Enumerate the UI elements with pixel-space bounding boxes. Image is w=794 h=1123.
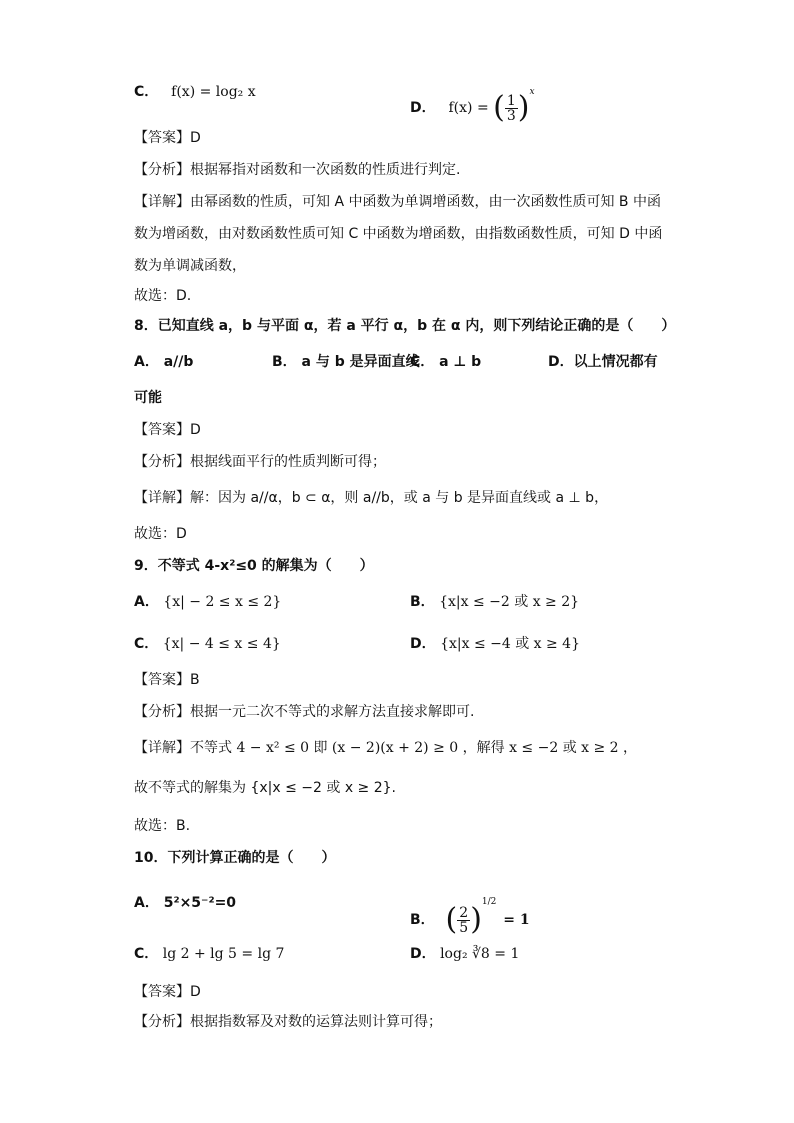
q10-option-b: B． ( $\frac{2}{5}$ )$^{1/2}$ = 1: [410, 897, 530, 937]
q8-option-d-cont: 可能: [134, 390, 162, 406]
q9-detail-line-2: 故不等式的解集为 {x|x ≤ −2 或 x ≥ 2}.: [134, 780, 396, 796]
q7-option-d-pre: f(x) =: [448, 100, 494, 116]
q10-option-a: A． 5²×5⁻²=0: [134, 895, 237, 911]
q7-option-d-fraction: $\frac{1}{3}$: [506, 92, 516, 124]
q8-choice: 故选：D: [134, 526, 187, 542]
q10-answer: 【答案】D: [134, 984, 201, 1000]
q9-option-a: A． {x| − 2 ≤ x ≤ 2}: [134, 594, 282, 610]
q8-stem: 8．已知直线 a，b 与平面 α，若 a 平行 α，b 在 α 内，则下列结论正确的是（ ）: [134, 318, 676, 334]
q9-option-c: C． {x| − 4 ≤ x ≤ 4}: [134, 636, 281, 652]
q7-detail-line-3: 数为单调减函数，: [134, 258, 246, 274]
q7-analysis: 【分析】根据幂指对函数和一次函数的性质进行判定.: [134, 162, 461, 178]
q7-option-c: [134, 82, 256, 102]
q10-analysis: 【分析】根据指数幂及对数的运算法则计算可得；: [134, 1014, 442, 1030]
q9-option-b: B． {x|x ≤ −2 或 x ≥ 2}: [410, 594, 580, 610]
q7-detail-line-1: 【详解】由幂函数的性质，可知 A 中函数为单调增函数，由一次函数性质可知 B 中函: [134, 194, 661, 210]
q8-detail: 【详解】解：因为 a//α，b ⊂ α，则 a//b，或 a 与 b 是异面直线或 a ⊥ b，: [134, 490, 609, 506]
q9-option-d: D． {x|x ≤ −4 或 x ≥ 4}: [410, 636, 580, 652]
q8-option-a: A． a//b: [134, 354, 194, 370]
q7-detail-line-2: 数为增函数，由对数函数性质可知 C 中函数为增函数，由指数函数性质，可知 D 中函: [134, 226, 663, 242]
q8-option-b: B． a 与 b 是异面直线: [272, 354, 420, 370]
option-label: C．: [134, 84, 159, 100]
q7-option-d: D． f(x) = ( $\frac{1}{3}$ )$^x$: [410, 87, 535, 125]
q9-detail-line-1: 【详解】不等式 4 − x² ≤ 0 即 (x − 2)(x + 2) ≥ 0 ，解得 x ≤ −2 或 x ≥ 2 ，: [134, 740, 638, 756]
q10-option-c: C． lg 2 + lg 5 = lg 7: [134, 946, 285, 962]
q10-option-d: D． log₂ ∛8 = 1: [410, 946, 520, 962]
q9-stem: 9．不等式 4-x²≤0 的解集为（ ）: [134, 558, 374, 574]
q9-choice: 故选：B.: [134, 818, 191, 834]
q8-option-c: C． a ⊥ b: [410, 354, 482, 370]
q10-option-b-fraction: $\frac{2}{5}$: [459, 904, 469, 936]
q7-option-c-expr: f(x) = log₂ x: [171, 84, 256, 100]
q10-stem: 10．下列计算正确的是（ ）: [134, 850, 336, 866]
q8-option-d: D．以上情况都有: [548, 354, 658, 370]
q7-option-d-exp: x: [529, 87, 535, 97]
q7-answer: 【答案】D: [134, 130, 201, 146]
option-label: D．: [410, 100, 436, 116]
q7-choice: 故选：D.: [134, 288, 192, 304]
q10-option-b-exp: 1/2: [481, 897, 497, 907]
q9-answer: 【答案】B: [134, 672, 200, 688]
q9-analysis: 【分析】根据一元二次不等式的求解方法直接求解即可.: [134, 704, 475, 720]
q8-answer: 【答案】D: [134, 422, 201, 438]
q8-analysis: 【分析】根据线面平行的性质判断可得；: [134, 454, 386, 470]
